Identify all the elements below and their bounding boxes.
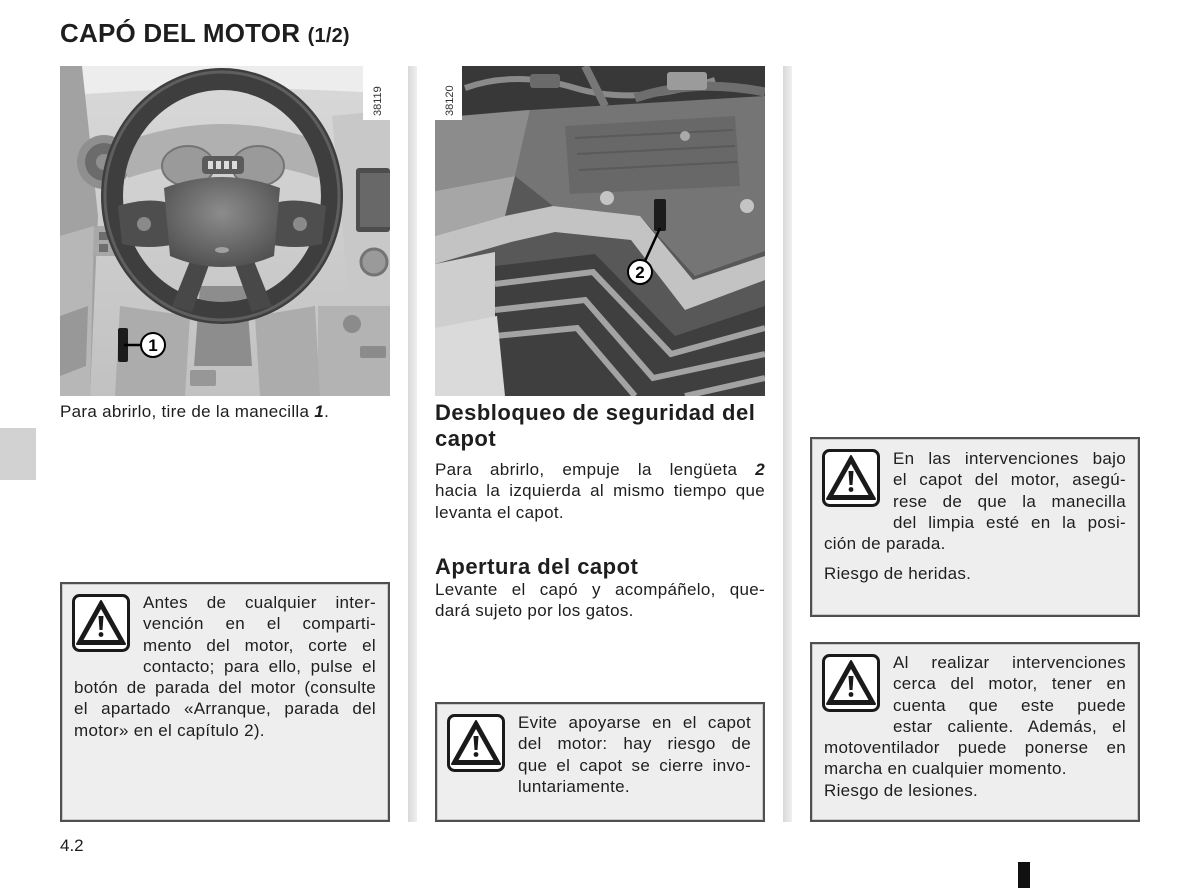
warning-text-line: motor» en el capítulo 2).	[74, 720, 265, 740]
warning-text-line: motoventilador puede ponerse en	[824, 738, 1126, 758]
caption-text: Para abrirlo, tire de la manecilla	[60, 402, 310, 421]
section-body	[435, 459, 765, 523]
caption-end: .	[324, 402, 330, 421]
warning-text-line: rese de que la manecilla	[893, 491, 1126, 511]
figure-code: 38119	[372, 86, 384, 116]
warning-text-line: que el capot se cierre invo-	[518, 755, 751, 775]
warning-box	[810, 642, 1140, 822]
figure-dashboard	[60, 66, 390, 396]
edge-marker	[1018, 862, 1030, 888]
safety-catch	[654, 199, 666, 231]
warning-text-line: vención en el comparti-	[143, 614, 376, 634]
section-body	[435, 579, 765, 622]
section-heading: Apertura del capot	[435, 554, 639, 579]
body-text-line: dará sujeto por los gatos.	[435, 601, 634, 621]
page-title-part: (1/2)	[307, 25, 350, 47]
warning-text-line: cuenta que este puede	[893, 695, 1126, 715]
warning-box	[435, 702, 765, 822]
warning-box	[60, 582, 390, 822]
warning-box	[810, 437, 1140, 617]
page-number: 4.2	[60, 836, 84, 855]
dashboard-photo	[60, 66, 390, 396]
warning-text-line: del motor: hay riesgo de	[518, 734, 751, 754]
section-tab	[0, 428, 36, 480]
body-text: Para abrirlo, empuje la lengüeta	[435, 460, 738, 479]
body-text-line: Levante el capó y acompáñelo, que-	[435, 580, 765, 599]
page-title	[60, 15, 350, 54]
warning-text-line: el apartado «Arranque, parada del	[74, 699, 376, 719]
body-text-line: levanta el capot.	[435, 502, 564, 522]
caption-ref: 1	[314, 402, 325, 421]
warning-text-line: mento del motor, corte el	[143, 635, 376, 655]
warning-note: Riesgo de heridas.	[824, 564, 972, 584]
callout-number: 1	[148, 336, 158, 355]
body-text-line: hacia la izquierda al mismo tiempo que	[435, 481, 765, 501]
warning-text-line: el capot del motor, asegú-	[893, 470, 1126, 490]
figure-caption	[60, 401, 329, 422]
warning-text-line: ción de parada.	[824, 534, 946, 554]
body-ref: 2	[755, 460, 765, 479]
warning-text-line: Evite apoyarse en el capot	[518, 713, 751, 732]
warning-text-line: cerca del motor, tener en	[893, 674, 1126, 694]
column-separator	[783, 66, 792, 822]
warning-text-line: Antes de cualquier inter-	[143, 593, 376, 612]
warning-text	[824, 448, 1126, 585]
warning-text-line: marcha en cualquier momento.	[824, 759, 1067, 779]
warning-text	[449, 712, 751, 797]
engine-bay-photo	[435, 66, 765, 396]
warning-text-line: botón de parada del motor (consulte	[74, 678, 376, 698]
section-heading: Desbloqueo de seguridad del capot	[435, 400, 756, 451]
warning-text-line: estar caliente. Además, el	[893, 716, 1126, 736]
warning-text-line: Al realizar intervenciones	[893, 653, 1126, 672]
warning-text-line: contacto; para ello, pulse el	[143, 656, 376, 676]
page-title-text: CAPÓ DEL MOTOR	[60, 18, 301, 48]
warning-text-line: luntariamente.	[518, 776, 630, 796]
body-text-line	[435, 459, 765, 480]
column-separator	[408, 66, 417, 822]
warning-text-line: En las intervenciones bajo	[893, 449, 1126, 468]
warning-text	[824, 652, 1126, 801]
callout-number: 2	[635, 263, 645, 282]
warning-note: Riesgo de lesiones.	[824, 780, 979, 800]
warning-text	[74, 592, 376, 741]
center-screen	[356, 168, 390, 232]
figure-engine-bay	[435, 66, 765, 396]
warning-text-line: del limpia esté en la posi-	[893, 512, 1126, 532]
figure-code: 38120	[444, 85, 456, 116]
